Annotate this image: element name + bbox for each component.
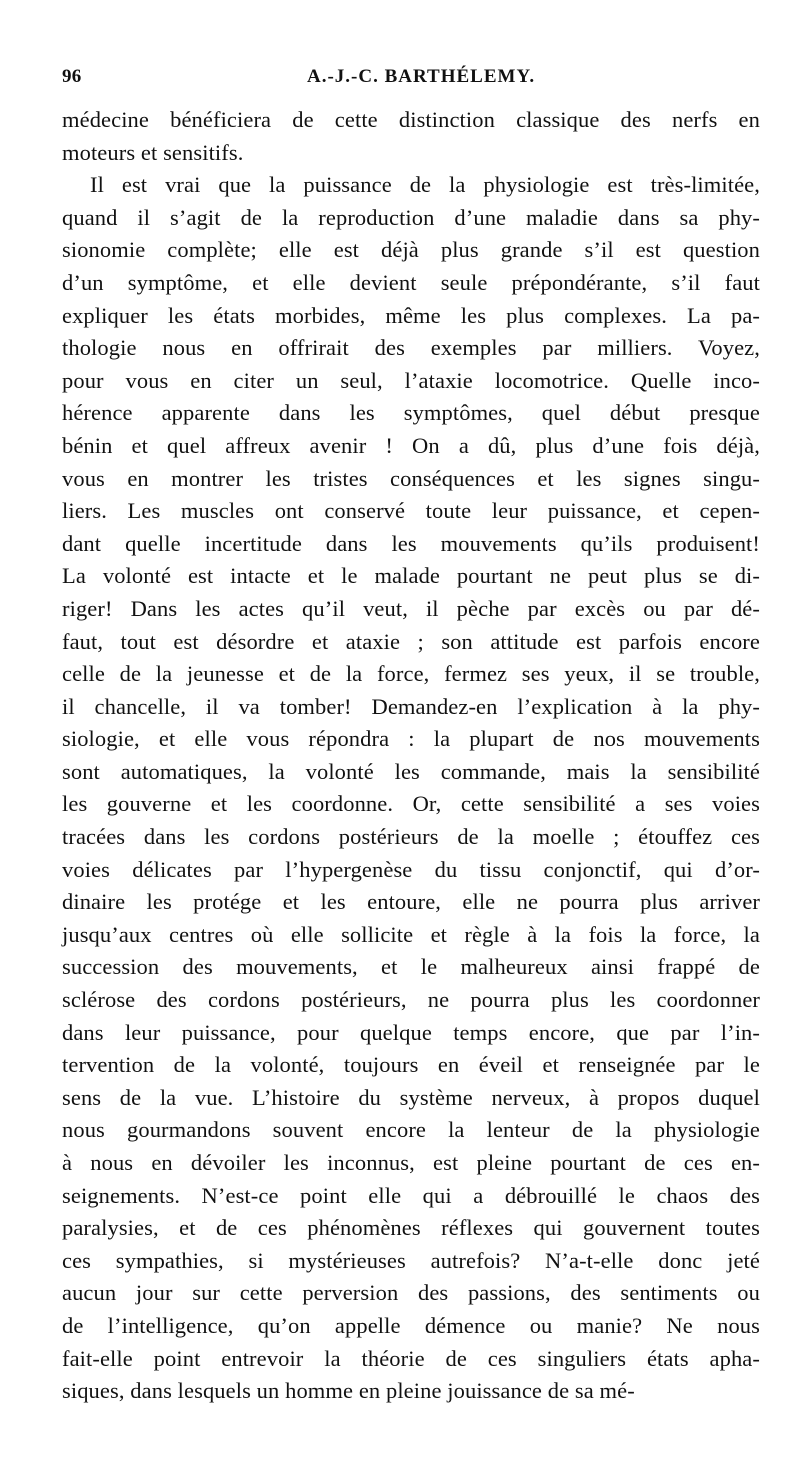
text-line: siques, dans lesquels un homme en pleine jouissance de sa mé- [62, 1378, 635, 1404]
text-line: bénin et quel affreux avenir ! On a dû, plus d’une fois déjà, [62, 432, 760, 458]
text-line: thologie nous en offrirait des exemples par milliers. Voyez, [62, 335, 760, 361]
text-line: sont automatiques, la volonté les commande, mais la sensibilité [62, 758, 760, 784]
text-line: aucun jour sur cette perversion des passions, des sentiments ou [62, 1280, 760, 1306]
body-text [62, 104, 760, 1408]
text-line: quand il s’agit de la reproduction d’une maladie dans sa phy- [62, 204, 760, 230]
text-line: médecine bénéficiera de cette distinction classique des nerfs en [62, 107, 760, 132]
text-line: d’un symptôme, et elle devient seule prépondérante, s’il faut [62, 269, 760, 295]
text-line: faut, tout est désordre et ataxie ; son attitude est parfois encore [62, 628, 760, 654]
text-line: de l’intelligence, qu’on appelle démence ou manie? Ne nous [62, 1312, 760, 1338]
running-title: A.-J.-C. BARTHÉLEMY. [307, 66, 536, 87]
text-line: moteurs et sensitifs. [62, 139, 244, 165]
text-line: expliquer les états morbides, même les plus complexes. La pa- [62, 302, 760, 328]
text-line: à nous en dévoiler les inconnus, est pleine pourtant de ces en- [62, 1150, 760, 1175]
text-line: dinaire les protége et les entoure, elle ne pourra plus arriver [62, 889, 760, 915]
text-line: seignements. N’est-ce point elle qui a débrouillé le chaos des [62, 1182, 760, 1208]
running-header [62, 66, 762, 90]
text-line: pour vous en citer un seul, l’ataxie locomotrice. Quelle inco- [62, 367, 760, 393]
text-line: dans leur puissance, pour quelque temps encore, que par l’in- [62, 1019, 760, 1045]
text-line: nous gourmandons souvent encore la lenteur de la physiologie [62, 1117, 760, 1143]
text-line: liers. Les muscles ont conservé toute leur puissance, et cepen- [62, 498, 760, 524]
text-line: il chancelle, il va tomber! Demandez-en l’explication à la phy- [62, 693, 760, 719]
text-line: sclérose des cordons postérieurs, ne pourra plus les coordonner [62, 987, 760, 1013]
text-line: sens de la vue. L’histoire du système nerveux, à propos duquel [62, 1084, 760, 1110]
text-line: succession des mouvements, et le malheureux ainsi frappé de [62, 954, 760, 980]
text-line: Il est vrai que la puissance de la physiologie est très-limitée, [90, 172, 760, 198]
text-line: riger! Dans les actes qu’il veut, il pèche par excès ou par dé- [62, 595, 760, 621]
text-line: jusqu’aux centres où elle sollicite et règle à la fois la force, la [62, 921, 760, 947]
text-line: voies délicates par l’hypergenèse du tissu conjonctif, qui d’or- [62, 856, 760, 882]
text-line: hérence apparente dans les symptômes, quel début presque [62, 400, 760, 426]
text-line: dant quelle incertitude dans les mouvements qu’ils produisent! [62, 530, 760, 556]
text-line: paralysies, et de ces phénomènes réflexes qui gouvernent toutes [62, 1215, 760, 1241]
text-line: les gouverne et les coordonne. Or, cette sensibilité a ses voies [62, 791, 760, 817]
text-line: La volonté est intacte et le malade pourtant ne peut plus se di- [62, 563, 760, 589]
text-line: ces sympathies, si mystérieuses autrefois? N’a-t-elle donc jeté [62, 1247, 760, 1273]
text-line: tracées dans les cordons postérieurs de la moelle ; étouffez ces [62, 824, 760, 850]
text-line: celle de la jeunesse et de la force, fermez ses yeux, il se trouble, [62, 661, 760, 687]
text-line: tervention de la volonté, toujours en éveil et renseignée par le [62, 1052, 760, 1078]
text-line: vous en montrer les tristes conséquences et les signes singu- [62, 465, 760, 491]
text-line: sionomie complète; elle est déjà plus grande s’il est question [62, 237, 760, 263]
page-number: 96 [62, 66, 82, 87]
text-line: siologie, et elle vous répondra : la plupart de nos mouvements [62, 726, 760, 752]
text-line: fait-elle point entrevoir la théorie de ces singuliers états apha- [62, 1345, 760, 1371]
